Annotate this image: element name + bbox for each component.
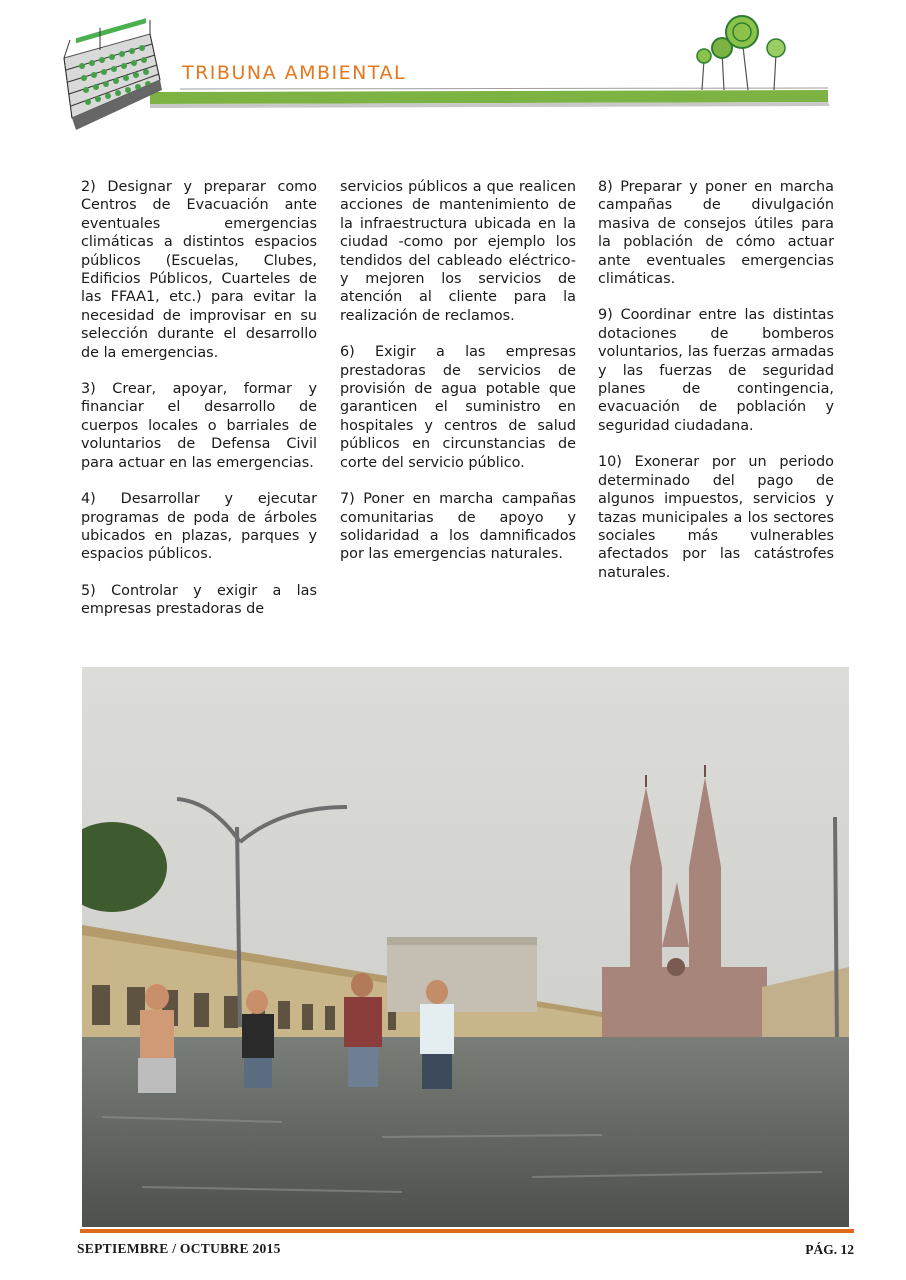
footer-rule	[80, 1229, 854, 1233]
flood-photo	[82, 667, 849, 1227]
paragraph: 10) Exonerar por un periodo determinado del pago de algunos impuestos, servicios y tazas municipales a los sectores sociales más vulnerables afectados por las catástrofes naturales.	[598, 454, 834, 581]
paragraph: 8) Preparar y poner en marcha campañas de divulgación masiva de consejos útiles para la población de cómo actuar ante eventuales emergencias climáticas.	[598, 179, 834, 288]
trees-icon	[690, 8, 810, 108]
magazine-title: TRIBUNA AMBIENTAL	[182, 62, 407, 84]
issue-date: SEPTIEMBRE / OCTUBRE 2015	[77, 1241, 281, 1256]
text-column-1	[81, 178, 317, 637]
text-column-2	[340, 178, 576, 582]
page-header	[0, 0, 906, 140]
paragraph: 3) Crear, apoyar, formar y financiar el desarrollo de cuerpos locales o barriales de voluntarios de Defensa Civil para actuar en las emergencias.	[81, 381, 317, 471]
paragraph: servicios públicos a que realicen acciones de mantenimiento de la infraestructura ubicada en la ciudad -como por ejemplo los tendidos del cableado eléctrico- y mejoren los servicios de atención al cliente para la realización de reclamos.	[340, 179, 576, 324]
paragraph: 7) Poner en marcha campañas comunitarias de apoyo y solidaridad a los damnificados por las emergencias naturales.	[340, 491, 576, 563]
paragraph: 6) Exigir a las empresas prestadoras de servicios de provisión de agua potable que garanticen el suministro en hospitales y centros de salud públicos en circunstancias de corte del servicio público.	[340, 344, 576, 471]
paragraph: 9) Coordinar entre las distintas dotaciones de bomberos voluntarios, las fuerzas armadas y las fuerzas de seguridad planes de contingencia, evacuación de población y seguridad ciudadana.	[598, 307, 834, 434]
flood-water	[82, 1037, 849, 1227]
paragraph: 5) Controlar y exigir a las empresas prestadoras de	[81, 582, 317, 618]
paragraph: 2) Designar y preparar como Centros de Evacuación ante eventuales emergencias climáticas a distintos espacios públicos (Escuelas, Clubes, Edificios Públicos, Cuarteles de las FFAA1, etc.) para evitar la necesidad de improvisar en su selección durante el desarrollo de la emergencias.	[81, 179, 317, 361]
page-number: PÁG. 12	[805, 1242, 854, 1257]
text-column-3	[598, 178, 834, 600]
paragraph: 4) Desarrollar y ejecutar programas de poda de árboles ubicados en plazas, parques y espacios públicos.	[81, 491, 317, 563]
